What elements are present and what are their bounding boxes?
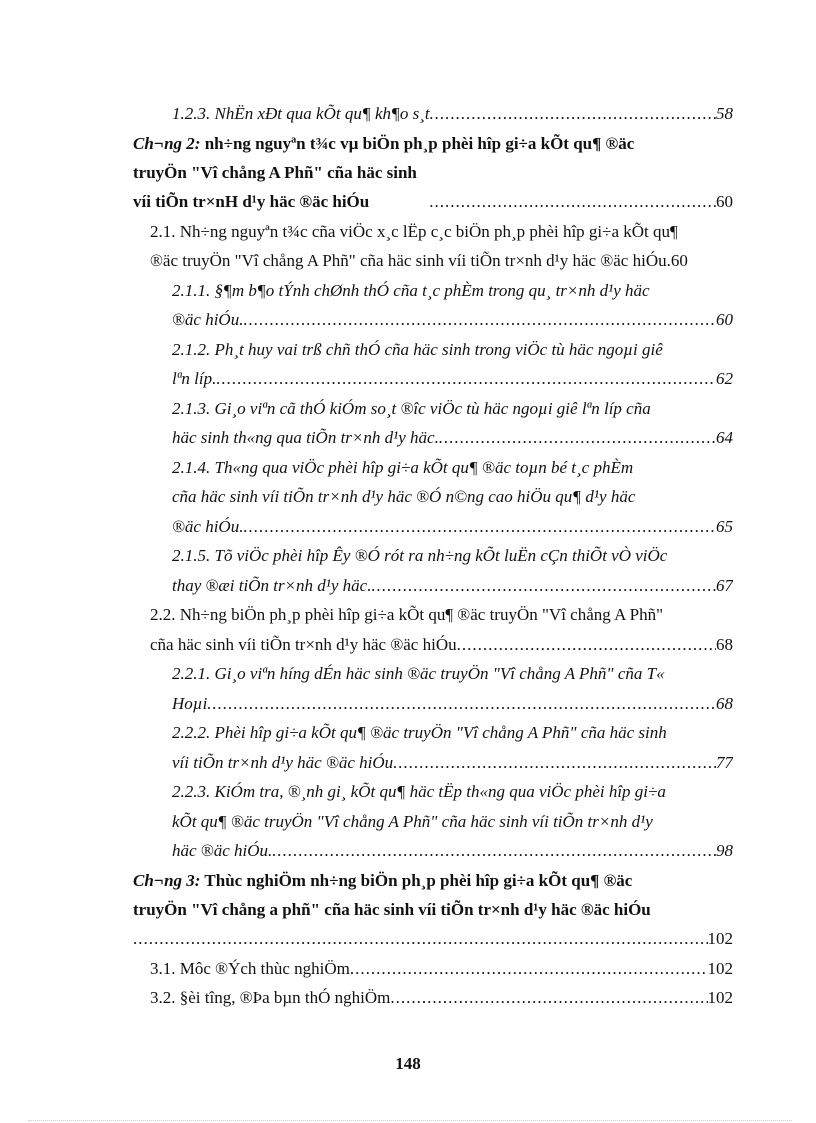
toc-entry-page: 102 xyxy=(707,959,733,978)
toc-entry-page: 67 xyxy=(716,576,733,595)
toc-entry-2-1-2-line-1 xyxy=(172,337,733,363)
toc-entry-2-2-3-line-1 xyxy=(172,779,733,805)
toc-entry-2-1-2-line-2 xyxy=(172,366,733,392)
toc-entry-2-1-1-line-1 xyxy=(172,278,733,304)
toc-chapter-3-title-line-2 xyxy=(133,897,733,923)
page-bottom-divider xyxy=(28,1120,792,1121)
toc-entry-3-1 xyxy=(150,956,733,982)
toc-entry-2-2-line-2 xyxy=(150,632,733,658)
toc-entry-text: cña häc sinh víi tiÕn tr×nh d¹y häc ®äc hiÓu xyxy=(150,635,457,654)
toc-entry-page: 68 xyxy=(716,635,733,654)
toc-entry-page: 60 xyxy=(716,192,733,211)
toc-chapter-2-title-line-2 xyxy=(133,160,733,186)
leader-dots xyxy=(430,101,716,127)
toc-entry-text: ®äc hiÓu. xyxy=(172,517,244,536)
toc-chapter-2-title-line-3 xyxy=(133,189,733,215)
toc-entry-2-2-3-line-3 xyxy=(172,838,733,864)
leader-dots xyxy=(272,838,716,864)
toc-entry-text: häc sinh th«ng qua tiÕn tr×nh d¹y häc. xyxy=(172,428,439,447)
toc-entry-text: 2.1. Nh÷ng nguyªn t¾c cña viÖc x¸c lËp c¸c biÖn ph¸p phèi hîp gi÷a kÕt qu¶ xyxy=(150,222,678,241)
toc-entry-text: víi tiÕn tr×nH d¹y häc ®äc hiÓu xyxy=(133,192,370,211)
toc-entry-page: 58 xyxy=(716,104,733,123)
leader-dots xyxy=(243,307,716,333)
toc-entry-2-2-1-line-1 xyxy=(172,661,733,687)
toc-entry-3-2 xyxy=(150,985,733,1011)
toc-entry-text: 1.2.3. NhËn xÐt qua kÕt qu¶ kh¶o s¸t xyxy=(172,104,430,123)
toc-entry-2-2-3-line-2 xyxy=(172,809,733,835)
toc-entry-text: Hoµi xyxy=(172,694,208,713)
toc-chapter-3-title-line-3 xyxy=(133,926,733,952)
toc-entry-text: nh÷ng nguyªn t¾c vµ biÖn ph¸p phèi hîp gi÷a kÕt qu¶ ®äc xyxy=(200,134,635,153)
toc-entry-page: 64 xyxy=(716,428,733,447)
toc-entry-2-1-1-line-2 xyxy=(172,307,733,333)
toc-entry-text: lªn líp. xyxy=(172,369,217,388)
leader-dots xyxy=(371,573,716,599)
toc-entry-page: 65 xyxy=(716,517,733,536)
toc-entry-2-1-5-line-2 xyxy=(172,573,733,599)
toc-entry-text: häc ®äc hiÓu. xyxy=(172,841,273,860)
toc-entry-2-2-2-line-1 xyxy=(172,720,733,746)
leader-dots xyxy=(439,425,716,451)
toc-entry-text: 2.1.4. Th«ng qua viÖc phèi hîp gi÷a kÕt qu¶ ®äc toµn bé t¸c phÈm xyxy=(172,458,634,477)
toc-entry-text: cña häc sinh víi tiÕn tr×nh d¹y häc ®Ó n©ng cao hiÖu qu¶ d¹y häc xyxy=(172,487,636,506)
toc-entry-page: 60 xyxy=(716,310,733,329)
toc-chapter-3-title-line-1 xyxy=(133,868,733,894)
toc-entry-text: 2.2. Nh÷ng biÖn ph¸p phèi hîp gi÷a kÕt qu¶ ®äc truyÖn "Vî chång A Phñ" xyxy=(150,605,664,624)
toc-entry-text: 2.1.1. §¶m b¶o tÝnh chØnh thÓ cña t¸c phÈm trong qu¸ tr×nh d¹y häc xyxy=(172,281,650,300)
leader-dots xyxy=(429,189,716,215)
leader-dots xyxy=(390,985,707,1011)
chapter-label: Ch¬ng 2: xyxy=(133,134,201,153)
toc-entry-text: 3.1. Môc ®Ých thùc nghiÖm xyxy=(150,959,350,978)
toc-entry-2-1-3-line-2 xyxy=(172,425,733,451)
toc-entry-text: 2.2.1. Gi¸o viªn híng dÉn häc sinh ®äc truyÖn "Vî chång A Phñ" cña T« xyxy=(172,664,665,683)
toc-entry-page: 98 xyxy=(716,841,733,860)
toc-entry-text: Thùc nghiÖm nh÷ng biÖn ph¸p phèi hîp gi÷a kÕt qu¶ ®äc xyxy=(200,871,633,890)
leader-dots xyxy=(457,632,716,658)
toc-entry-2-1-line-2 xyxy=(150,248,733,274)
leader-dots xyxy=(216,366,716,392)
toc-entry-2-1-4-line-1 xyxy=(172,455,733,481)
leader-dots xyxy=(133,926,708,952)
toc-entry-text: 3.2. §èi tîng, ®Þa bµn thÓ nghiÖm xyxy=(150,988,391,1007)
chapter-label: Ch¬ng 3: xyxy=(133,871,201,890)
leader-dots xyxy=(393,750,716,776)
page-number: 148 xyxy=(395,1054,421,1073)
toc-entry-1-2-3 xyxy=(172,101,733,127)
leader-dots xyxy=(243,514,716,540)
toc-entry-text: víi tiÕn tr×nh d¹y häc ®äc hiÓu xyxy=(172,753,394,772)
leader-dots xyxy=(207,691,716,717)
toc-entry-page: 102 xyxy=(707,988,733,1007)
leader-dots xyxy=(350,956,708,982)
toc-entry-text: 2.1.5. Tõ viÖc phèi hîp Êy ®Ó rót ra nh÷ng kÕt luËn cÇn thiÕt vÒ viÖc xyxy=(172,546,668,565)
toc-entry-2-2-line-1 xyxy=(150,602,733,628)
toc-entry-page: 102 xyxy=(707,929,733,948)
toc-entry-text: ®äc truyÖn "Vî chång A Phñ" cña häc sinh víi tiÕn tr×nh d¹y häc ®äc hiÓu.60 xyxy=(150,251,688,270)
toc-entry-text: truyÖn "Vî chång A Phñ" cña häc sinh xyxy=(133,163,417,182)
toc-entry-text: thay ®æi tiÕn tr×nh d¹y häc. xyxy=(172,576,372,595)
toc-entry-2-2-2-line-2 xyxy=(172,750,733,776)
toc-entry-page: 68 xyxy=(716,694,733,713)
toc-chapter-2-title-line-1 xyxy=(133,131,733,157)
toc-entry-text: kÕt qu¶ ®äc truyÖn "Vî chång A Phñ" cña häc sinh víi tiÕn tr×nh d¹y xyxy=(172,812,653,831)
toc-entry-page: 62 xyxy=(716,369,733,388)
toc-entry-2-1-3-line-1 xyxy=(172,396,733,422)
toc-entry-page: 77 xyxy=(716,753,733,772)
toc-entry-2-1-line-1 xyxy=(150,219,733,245)
toc-entry-2-2-1-line-2 xyxy=(172,691,733,717)
toc-entry-2-1-4-line-3 xyxy=(172,514,733,540)
toc-entry-text: 2.1.3. Gi¸o viªn cã thÓ kiÓm so¸t ®îc viÖc tù häc ngoµi giê lªn líp cña xyxy=(172,399,651,418)
toc-entry-text: 2.2.3. KiÓm tra, ®¸nh gi¸ kÕt qu¶ häc tËp th«ng qua viÖc phèi hîp gi÷a xyxy=(172,782,666,801)
toc-entry-text: 2.2.2. Phèi hîp gi÷a kÕt qu¶ ®äc truyÖn "Vî chång A Phñ" cña häc sinh xyxy=(172,723,667,742)
toc-entry-text: 2.1.2. Ph¸t huy vai trß chñ thÓ cña häc sinh trong viÖc tù häc ngoµi giê xyxy=(172,340,663,359)
toc-entry-text: ®äc hiÓu. xyxy=(172,310,244,329)
toc-entry-2-1-5-line-1 xyxy=(172,543,733,569)
toc-entry-2-1-4-line-2 xyxy=(172,484,733,510)
toc-entry-text: truyÖn "Vî chång a phñ" cña häc sinh víi tiÕn tr×nh d¹y häc ®äc hiÓu xyxy=(133,900,651,919)
